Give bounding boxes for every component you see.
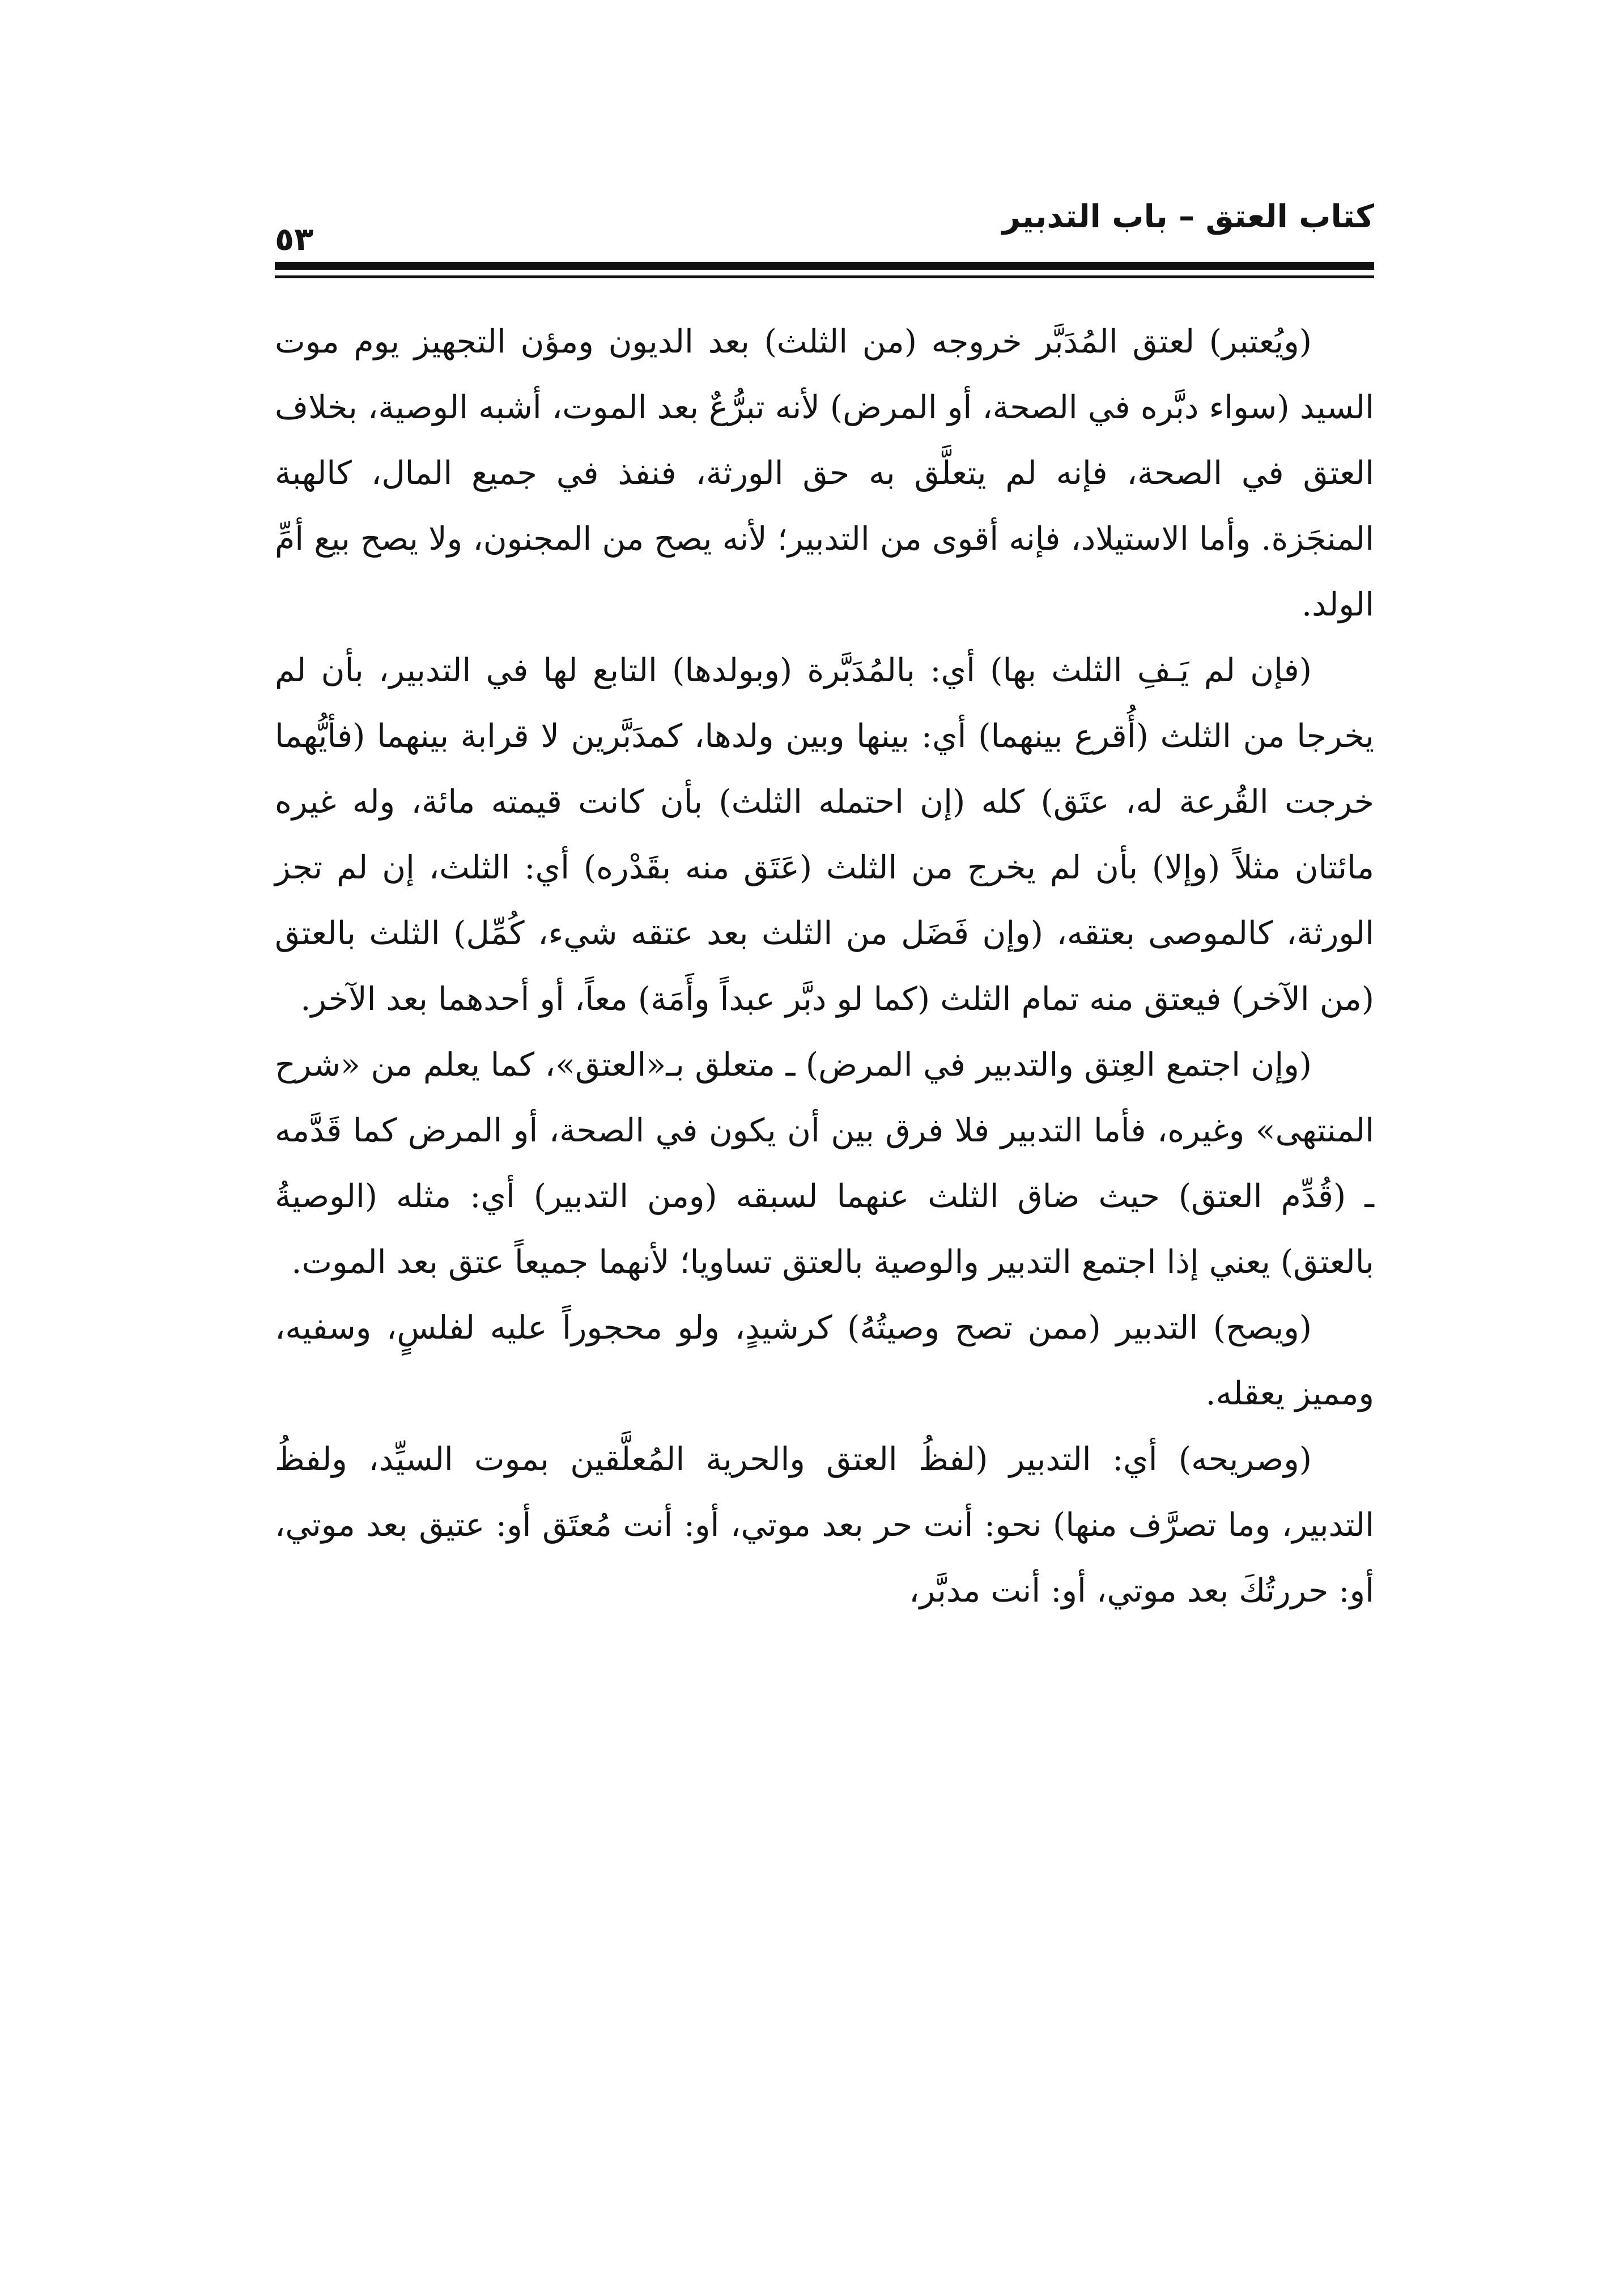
paragraph-1: (ويُعتبر) لعتق المُدَبَّر خروجه (من الثلث) بعد الديون ومؤن التجهيز يوم موت السيد (سواء دبَّره في الصحة، أو المرض) لأنه تبرُّعٌ بعد الموت، أشبه الوصية، بخلاف العتق في الصحة، فإنه لم يتعلَّق به حق الورثة، فنفذ في جميع المال، كالهبة المنجَزة. وأما الاستيلاد، فإنه أقوى من التدبير؛ لأنه يصح من المجنون، ولا يصح بيع أمِّ الولد. — [275, 323, 1374, 623]
page-header — [275, 187, 1374, 258]
header-rule-thick — [275, 262, 1374, 270]
paragraph-4: (ويصح) التدبير (ممن تصح وصيتُهُ) كرشيدٍ، ولو محجوراً عليه لفلسٍ، وسفيه، ومميز يعقله. — [275, 1309, 1374, 1412]
paragraph-5: (وصريحه) أي: التدبير (لفظُ العتق والحرية المُعلَّقين بموت السيِّد، ولفظُ التدبير، وما تصرَّف منها) نحو: أنت حر بعد موتي، أو: أنت مُعتَق أو: عتيق بعد موتي، أو: حررتُكَ بعد موتي، أو: أنت مدبَّر، — [275, 1441, 1374, 1610]
paragraph-2: (فإن لم يَـفِ الثلث بها) أي: بالمُدَبَّرة (وبولدها) التابع لها في التدبير، بأن لم يخرجا من الثلث (أُقرع بينهما) أي: بينها وبين ولدها، كمدَبَّرين لا قرابة بينهما (فأيُّهما خرجت القُرعة له، عتَق) كله (إن احتمله الثلث) بأن كانت قيمته مائة، وله غيره مائتان مثلاً (وإلا) بأن لم يخرج من الثلث (عَتَق منه بقَدْره) أي: الثلث، إن لم تجز الورثة، كالموصى بعتقه، (وإن فَضَل من الثلث بعد عتقه شيء، كُمِّل) الثلث بالعتق (من الآخر) فيعتق منه تمام الثلث (كما لو دبَّر عبداً وأَمَة) معاً، أو أحدهما بعد الآخر. — [275, 652, 1374, 1018]
header-rule-thin — [275, 275, 1374, 278]
running-title: كتاب العتق – باب التدبير — [1002, 198, 1374, 235]
page-number: ٥٣ — [275, 221, 314, 258]
body-text — [275, 309, 1374, 1624]
paragraph-3: (وإن اجتمع العِتق والتدبير في المرض) ـ متعلق بـ«العتق»، كما يعلم من «شرح المنتهى» وغيره، فأما التدبير فلا فرق بين أن يكون في الصحة، أو المرض كما قَدَّمه ـ (قُدِّم العتق) حيث ضاق الثلث عنهما لسبقه (ومن التدبير) أي: مثله (الوصيةُ بالعتق) يعني إذا اجتمع التدبير والوصية بالعتق تساويا؛ لأنهما جميعاً عتق بعد الموت. — [275, 1046, 1374, 1281]
